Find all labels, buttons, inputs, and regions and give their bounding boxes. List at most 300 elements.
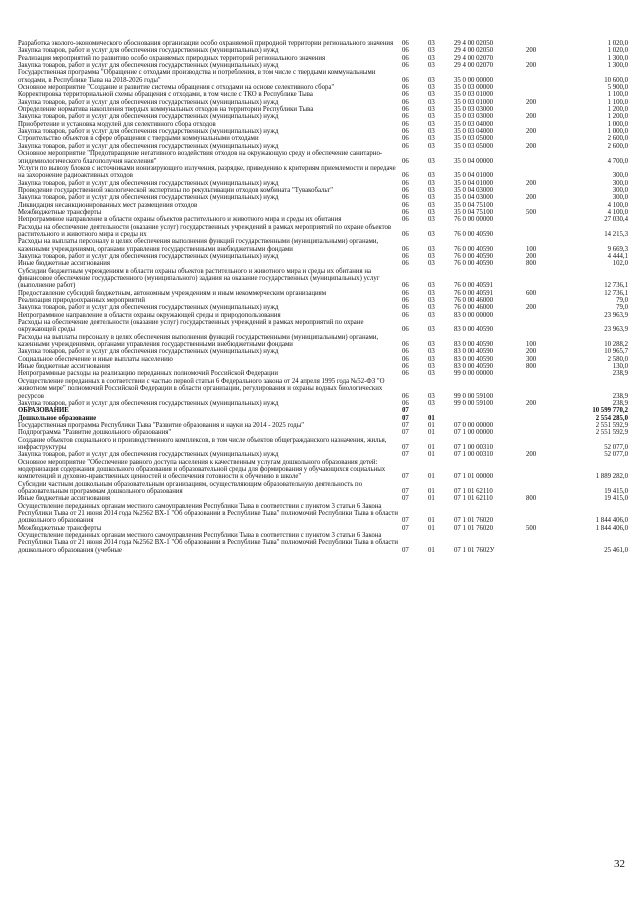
row-section-code: 07 (402, 443, 409, 451)
table-row (18, 348, 628, 355)
table-row (18, 62, 628, 69)
row-expense-type (526, 319, 566, 334)
row-amount: 12 736,1 (604, 289, 628, 297)
row-target-article: 07 1 00 00000 (454, 429, 494, 437)
row-expense-type (526, 268, 566, 290)
row-target-article: 35 0 04 75100 (454, 201, 494, 209)
row-expense-type: 200 (526, 304, 537, 312)
row-target-article (454, 407, 526, 414)
table-row (18, 121, 628, 128)
row-section-code: 07 (402, 451, 409, 459)
row-amount: 4 100,0 (607, 208, 628, 216)
row-expense-type (526, 202, 566, 209)
row-target-article: 29 4 00 02070 (454, 54, 494, 62)
row-amount: 23 963,9 (604, 311, 628, 319)
row-target-article: 99 0 00 00000 (454, 370, 494, 378)
row-expense-type (526, 378, 566, 400)
row-name: Приобретение и установка модулей для селективного сбора отходов (18, 120, 216, 128)
row-expense-type (526, 422, 566, 429)
row-name: Создание объектов социального и производственного комплексов, в том числе объектов общегражданского назначения, жилья, инфраструктуры (18, 436, 387, 451)
row-expense-type: 500 (526, 524, 537, 532)
row-subsection-code: 01 (428, 429, 435, 437)
row-expense-type: 800 (526, 260, 537, 268)
row-name: Определение норматива накопления твердых коммунальных отходов на территории Республики Тыва (18, 106, 314, 114)
row-amount: 25 461,0 (604, 546, 628, 554)
row-amount: 2 600,0 (607, 142, 628, 150)
row-section-code: 06 (402, 208, 409, 216)
row-expense-type (526, 437, 566, 452)
row-expense-type (526, 370, 566, 377)
row-expense-type: 300 (526, 355, 537, 363)
row-target-article: 83 0 00 40590 (454, 326, 494, 334)
row-target-article: 35 0 03 04000 (454, 128, 494, 136)
table-row (18, 202, 628, 209)
row-amount: 52 077,0 (604, 443, 628, 451)
table-row (18, 297, 628, 304)
row-expense-type: 200 (526, 113, 537, 121)
row-name: Дошкольное образование (18, 414, 97, 422)
row-subsection-code: 03 (428, 348, 435, 356)
row-target-article: 35 0 04 01000 (454, 179, 494, 187)
row-name: ОБРАЗОВАНИЕ (18, 407, 69, 415)
row-target-article: 35 0 03 05000 (454, 142, 494, 150)
table-row (18, 47, 628, 54)
row-name: Осуществление переданных органам местного самоуправления Республики Тыва в соответствии с пунктом 3 статьи 6 Закона Республики Тыва от 21 июня 2014 года №2562 ВХ-1 "Об образовании в Республике Тыва" полномочий Республики Тыва в области дошкольного образования (учебные (18, 532, 398, 554)
row-expense-type (526, 150, 566, 165)
row-name: Основное мероприятие "Обеспечение равного доступа населения к качественным услугам дошкольного образования детей: модернизация содержания дошкольного образования и образовательной среды для формирования у обучающихся социальных компетенций и духовно-нравственных ценностей и обеспечения готовности к обучению в школе" (18, 458, 386, 481)
row-section-code: 06 (402, 186, 409, 194)
row-target-article: 35 0 03 03000 (454, 113, 494, 121)
row-amount: 79,0 (616, 304, 628, 312)
row-expense-type: 200 (526, 142, 537, 150)
row-name: Основное мероприятие "Создание и развитие системы обращения с отходами на основе селективного сбора" (18, 84, 335, 92)
row-expense-type (526, 121, 566, 128)
row-subsection-code: 03 (428, 54, 435, 62)
row-section-code: 06 (402, 282, 409, 290)
row-subsection-code: 03 (428, 142, 435, 150)
row-expense-type (526, 55, 566, 62)
row-target-article: 07 1 01 00000 (454, 473, 494, 481)
row-expense-type (526, 84, 566, 91)
table-row (18, 143, 628, 150)
row-amount: 1 200,0 (607, 113, 628, 121)
table-row (18, 378, 628, 400)
table-row (18, 451, 628, 458)
table-row (18, 209, 628, 216)
row-expense-type (526, 407, 566, 414)
table-row (18, 224, 628, 239)
row-name: Закупка товаров, работ и услуг для обеспечения государственных (муниципальных) нужд (18, 304, 279, 312)
row-expense-type: 600 (526, 289, 537, 297)
row-section-code: 07 (402, 414, 409, 422)
row-section-code: 07 (402, 546, 409, 554)
row-expense-type (526, 216, 566, 223)
row-name: Подпрограмма "Развитие дошкольного образования" (18, 429, 172, 437)
row-target-article: 35 0 03 01000 (454, 98, 494, 106)
row-target-article: 29 4 00 02050 (454, 40, 494, 47)
row-name: Расходы на выплаты персоналу в целях обеспечения выполнения функций государственными (муниципальными) органами, казенными учреждениями, органами управления государственными внебюджетными фондами (18, 333, 379, 349)
row-name: Социальное обеспечение и иные выплаты населению (18, 355, 173, 363)
row-expense-type: 200 (526, 194, 537, 202)
row-target-article: 07 1 00 00310 (454, 451, 494, 459)
row-subsection-code (428, 407, 454, 414)
row-name: Реализация природоохранных мероприятий (18, 297, 145, 305)
row-target-article: 07 1 01 62110 (454, 487, 493, 495)
row-target-article: 35 0 03 04000 (454, 120, 494, 128)
row-expense-type: 200 (526, 348, 537, 356)
row-section-code: 06 (402, 392, 409, 400)
row-subsection-code: 03 (428, 172, 435, 180)
row-name: Закупка товаров, работ и услуг для обеспечения государственных (муниципальных) нужд (18, 179, 279, 187)
row-expense-type: 200 (526, 128, 537, 136)
row-subsection-code: 03 (428, 157, 435, 165)
row-expense-type (526, 415, 566, 422)
row-subsection-code: 03 (428, 76, 435, 84)
row-section-code: 06 (402, 172, 409, 180)
row-section-code: 06 (402, 54, 409, 62)
row-name: Непрограммное направление в области охраны окружающей среды и природопользования (18, 311, 281, 319)
row-amount: 2 551 592,9 (595, 421, 628, 429)
row-name: Межбюджетные трансферты (18, 524, 102, 532)
row-target-article: 99 0 00 59100 (454, 399, 494, 407)
row-subsection-code: 03 (428, 355, 435, 363)
table-row (18, 290, 628, 297)
row-target-article: 35 0 03 03000 (454, 106, 494, 114)
row-name: Субсидии бюджетным учреждениям в области охраны объектов растительного и животного мира и среды их обитания на финансовое обеспечение государственного (муниципального) задания на оказание государственных (муниципальных) услуг (выполнение работ) (18, 267, 380, 290)
row-section-code: 06 (402, 216, 409, 224)
row-target-article: 35 0 04 00000 (454, 157, 494, 165)
row-subsection-code: 03 (428, 341, 435, 349)
page-number: 32 (614, 858, 625, 870)
row-expense-type (526, 503, 566, 525)
row-amount: 1 300,0 (607, 54, 628, 62)
row-amount: 1 100,0 (607, 98, 628, 106)
row-name: Непрограммное направление в области охраны объектов растительного и животного мира и среды их обитания (18, 216, 342, 224)
row-expense-type (526, 224, 566, 239)
table-row (18, 525, 628, 532)
row-target-article: 07 1 00 00310 (454, 443, 494, 451)
table-row (18, 334, 628, 349)
row-expense-type (526, 40, 566, 47)
row-subsection-code: 03 (428, 230, 435, 238)
row-section-code: 06 (402, 341, 409, 349)
row-section-code: 07 (402, 517, 409, 525)
row-amount: 10 600,0 (604, 76, 628, 84)
row-target-article: 35 0 03 05000 (454, 135, 494, 143)
row-amount: 9 669,3 (607, 245, 628, 253)
row-section-code: 06 (402, 98, 409, 106)
row-target-article: 35 0 04 01000 (454, 172, 494, 180)
row-amount: 52 077,0 (604, 451, 628, 459)
row-section-code: 06 (402, 128, 409, 136)
row-name: Непрограммные расходы на реализацию переданных полномочий Российской Федерации (18, 370, 279, 378)
row-target-article: 76 0 00 40590 (454, 230, 494, 238)
row-target-article (454, 415, 526, 422)
row-expense-type (526, 106, 566, 113)
row-amount: 1 844 406,0 (595, 524, 628, 532)
row-target-article: 76 0 00 46000 (454, 297, 494, 305)
table-row (18, 370, 628, 377)
row-expense-type (526, 532, 566, 554)
budget-table (18, 40, 628, 554)
row-amount: 14 215,3 (604, 230, 628, 238)
row-amount: 10 599 770,2 (592, 407, 628, 415)
row-section-code: 06 (402, 230, 409, 238)
row-subsection-code: 03 (428, 40, 435, 47)
row-section-code: 07 (402, 487, 409, 495)
row-subsection-code: 03 (428, 135, 435, 143)
row-subsection-code: 03 (428, 194, 435, 202)
row-subsection-code: 03 (428, 113, 435, 121)
row-amount: 12 736,1 (604, 282, 628, 290)
row-amount: 1 020,0 (607, 40, 628, 47)
table-row (18, 422, 628, 429)
row-name: Закупка товаров, работ и услуг для обеспечения государственных (муниципальных) нужд (18, 451, 279, 459)
row-subsection-code: 03 (428, 289, 435, 297)
row-subsection-code: 03 (428, 252, 435, 260)
row-amount: 23 963,9 (604, 326, 628, 334)
table-row (18, 312, 628, 319)
row-subsection-code: 03 (428, 216, 435, 224)
row-name: Закупка товаров, работ и услуг для обеспечения государственных (муниципальных) нужд (18, 62, 279, 70)
row-subsection-code: 03 (428, 297, 435, 305)
row-subsection-code: 03 (428, 245, 435, 253)
row-amount: 1 100,0 (607, 91, 628, 99)
row-subsection-code: 03 (428, 392, 435, 400)
row-amount: 2 554 285,0 (595, 414, 628, 422)
row-subsection-code: 01 (428, 517, 435, 525)
row-target-article: 07 1 01 76020 (454, 524, 494, 532)
row-subsection-code: 01 (428, 421, 435, 429)
row-amount: 10 965,7 (604, 348, 628, 356)
row-subsection-code: 03 (428, 260, 435, 268)
table-row (18, 481, 628, 496)
row-expense-type (526, 429, 566, 436)
row-name: Закупка товаров, работ и услуг для обеспечения государственных (муниципальных) нужд (18, 348, 279, 356)
table-row (18, 91, 628, 98)
row-amount: 19 415,0 (604, 495, 628, 503)
table-row (18, 40, 628, 47)
row-subsection-code: 03 (428, 47, 435, 55)
row-subsection-code: 03 (428, 326, 435, 334)
row-section-code: 07 (402, 473, 409, 481)
row-target-article: 76 0 00 40591 (454, 282, 494, 290)
row-target-article: 76 0 00 40590 (454, 245, 494, 253)
row-expense-type: 200 (526, 399, 537, 407)
row-name: Субсидии частным дошкольным образовательным организациям, осуществляющим образовательную деятельность по образовательным программам дошкольного образования (18, 480, 363, 495)
row-expense-type: 200 (526, 98, 537, 106)
row-subsection-code: 03 (428, 304, 435, 312)
row-section-code: 06 (402, 311, 409, 319)
row-amount: 300,0 (612, 172, 628, 180)
row-target-article: 07 1 01 62110 (454, 495, 493, 503)
row-section-code: 07 (402, 524, 409, 532)
row-section-code: 06 (402, 326, 409, 334)
row-section-code: 06 (402, 47, 409, 55)
row-subsection-code: 03 (428, 128, 435, 136)
row-target-article: 35 0 04 03000 (454, 194, 494, 202)
row-expense-type (526, 187, 566, 194)
row-amount: 1 844 406,0 (595, 517, 628, 525)
table-row (18, 180, 628, 187)
row-target-article: 35 0 04 75100 (454, 208, 494, 216)
row-expense-type (526, 69, 566, 84)
row-target-article: 99 0 00 59100 (454, 392, 494, 400)
table-row (18, 407, 628, 414)
table-row (18, 194, 628, 201)
row-section-code: 06 (402, 113, 409, 121)
row-amount: 1 300,0 (607, 62, 628, 70)
table-row (18, 319, 628, 334)
row-expense-type (526, 481, 566, 496)
table-row (18, 459, 628, 481)
table-row (18, 356, 628, 363)
row-section-code: 06 (402, 304, 409, 312)
row-target-article: 35 0 03 00000 (454, 84, 494, 92)
row-subsection-code: 03 (428, 363, 435, 371)
row-target-article: 29 4 00 02070 (454, 62, 494, 70)
row-section-code: 06 (402, 142, 409, 150)
row-expense-type: 200 (526, 179, 537, 187)
row-name: Основное мероприятие "Предотвращение негативного воздействия отходов на окружающую среду и обеспечение санитарно-эпидемиологического благополучия населения" (18, 150, 383, 165)
table-row (18, 304, 628, 311)
row-subsection-code: 03 (428, 399, 435, 407)
row-target-article: 83 0 00 00000 (454, 311, 494, 319)
row-subsection-code: 01 (428, 414, 435, 422)
table-row (18, 69, 628, 84)
row-target-article: 76 0 00 40591 (454, 289, 494, 297)
row-section-code: 06 (402, 120, 409, 128)
table-row (18, 429, 628, 436)
row-expense-type: 200 (526, 47, 537, 55)
row-name: Корректировка территориальной схемы обращения с отходами, в том числе с ТКО в Республике Тыва (18, 91, 313, 99)
row-section-code: 06 (402, 252, 409, 260)
row-name: Закупка товаров, работ и услуг для обеспечения государственных (муниципальных) нужд (18, 194, 279, 202)
row-name: Межбюджетные трансферты (18, 208, 102, 216)
row-target-article: 76 0 00 40590 (454, 252, 494, 260)
row-section-code: 06 (402, 245, 409, 253)
row-section-code: 06 (402, 348, 409, 356)
row-expense-type: 800 (526, 363, 537, 371)
row-name: Осуществление переданных органам местного самоуправления Республики Тыва в соответствии с пунктом 3 статьи 6 Закона Республики Тыва от 21 июня 2014 года №2562 ВХ-1 "Об образовании в Республике Тыва" полномочий Республики Тыва в области дошкольного образования (18, 502, 398, 525)
row-section-code: 06 (402, 84, 409, 92)
table-row (18, 150, 628, 165)
row-amount: 4 700,0 (607, 157, 628, 165)
row-amount: 300,0 (612, 194, 628, 202)
row-amount: 4 100,0 (607, 201, 628, 209)
row-target-article: 35 0 04 03000 (454, 186, 494, 194)
table-row (18, 268, 628, 290)
row-name: Реализация мероприятий по развитию особо охраняемых природных территорий регионального значения (18, 54, 326, 62)
row-name: Услуги по вывозу блоков с источниками ионизирующего излучения, разрядке, приведению к критериям приемлемости и передаче на захоронение радиоактивных отходов (18, 164, 396, 180)
row-subsection-code: 03 (428, 91, 435, 99)
row-name: Закупка товаров, работ и услуг для обеспечения государственных (муниципальных) нужд (18, 399, 279, 407)
row-amount: 5 900,0 (607, 84, 628, 92)
row-expense-type: 200 (526, 62, 537, 70)
table-row (18, 135, 628, 142)
row-expense-type: 500 (526, 208, 537, 216)
row-section-code: 06 (402, 370, 409, 378)
row-name: Расходы на обеспечение деятельности (оказание услуг) государственных учреждений в рамках мероприятий по охране объектов растительного и животного мира и среды их (18, 223, 392, 238)
table-row (18, 400, 628, 407)
row-expense-type: 200 (526, 451, 537, 459)
row-section-code: 06 (402, 62, 409, 70)
row-section-code: 07 (402, 421, 409, 429)
row-section-code: 06 (402, 260, 409, 268)
row-section-code: 06 (402, 40, 409, 47)
row-amount: 1 000,0 (607, 128, 628, 136)
row-subsection-code: 01 (428, 451, 435, 459)
row-subsection-code: 03 (428, 208, 435, 216)
row-section-code: 06 (402, 201, 409, 209)
row-name: Закупка товаров, работ и услуг для обеспечения государственных (муниципальных) нужд (18, 128, 279, 136)
row-name: Разработка эколого-экономического обоснования организации особо охраняемой природной территории регионального значения (18, 40, 394, 47)
row-amount: 300,0 (612, 186, 628, 194)
row-amount: 1 200,0 (607, 106, 628, 114)
row-name: Расходы на обеспечение деятельности (оказание услуг) государственных учреждений в рамках мероприятий по охране окружающей среды (18, 319, 364, 334)
row-target-article: 35 0 03 01000 (454, 91, 494, 99)
row-target-article: 83 0 00 40590 (454, 348, 494, 356)
row-expense-type: 100 (526, 245, 537, 253)
row-name: Государственная программа Республики Тыва "Развитие образования и науки на 2014 - 2025 годы" (18, 421, 305, 429)
row-subsection-code: 03 (428, 106, 435, 114)
row-subsection-code: 03 (428, 120, 435, 128)
row-amount: 19 415,0 (604, 487, 628, 495)
table-row (18, 437, 628, 452)
table-row (18, 532, 628, 554)
row-subsection-code: 03 (428, 186, 435, 194)
table-row (18, 113, 628, 120)
row-subsection-code: 01 (428, 487, 435, 495)
row-section-code: 07 (402, 495, 409, 503)
row-target-article: 35 0 00 00000 (454, 76, 494, 84)
table-row (18, 216, 628, 223)
row-amount: 238,9 (612, 370, 628, 378)
row-section-code: 07 (402, 407, 409, 415)
row-amount: 10 288,2 (604, 341, 628, 349)
table-row (18, 165, 628, 180)
table-row (18, 260, 628, 267)
row-name: Иные бюджетные ассигнования (18, 363, 111, 371)
row-subsection-code: 01 (428, 443, 435, 451)
row-target-article: 07 0 00 00000 (454, 421, 494, 429)
row-amount: 238,9 (612, 392, 628, 400)
row-expense-type (526, 165, 566, 180)
row-name: Осуществление переданных в соответствии с частью первой статьи 6 Федерального закона от 24 апреля 1995 года №52-ФЗ "О животном мире" полномочий Российской Федерации в области организации, регулирования и охраны водных биологических ресурсов (18, 377, 385, 400)
row-name: Проведение государственной экологической экспертизы по рекультивации отходов комбината "Тувакобальт" (18, 186, 333, 194)
row-amount: 1 020,0 (607, 47, 628, 55)
row-section-code: 06 (402, 355, 409, 363)
row-section-code: 06 (402, 106, 409, 114)
row-section-code: 06 (402, 179, 409, 187)
row-section-code: 06 (402, 135, 409, 143)
row-subsection-code: 03 (428, 84, 435, 92)
row-target-article: 76 0 00 46000 (454, 304, 494, 312)
row-target-article: 76 0 00 00000 (454, 216, 494, 224)
row-expense-type (526, 135, 566, 142)
row-expense-type (526, 297, 566, 304)
row-target-article: 83 0 00 40590 (454, 363, 494, 371)
row-target-article: 83 0 00 40590 (454, 341, 494, 349)
row-section-code: 06 (402, 91, 409, 99)
row-name: Закупка товаров, работ и услуг для обеспечения государственных (муниципальных) нужд (18, 98, 279, 106)
row-subsection-code: 03 (428, 311, 435, 319)
row-expense-type (526, 312, 566, 319)
row-name: Закупка товаров, работ и услуг для обеспечения государственных (муниципальных) нужд (18, 113, 279, 121)
table-row (18, 415, 628, 422)
row-amount: 2 600,0 (607, 135, 628, 143)
row-name: Строительство объектов в сфере обращения с твердыми коммунальными отходами (18, 135, 259, 143)
